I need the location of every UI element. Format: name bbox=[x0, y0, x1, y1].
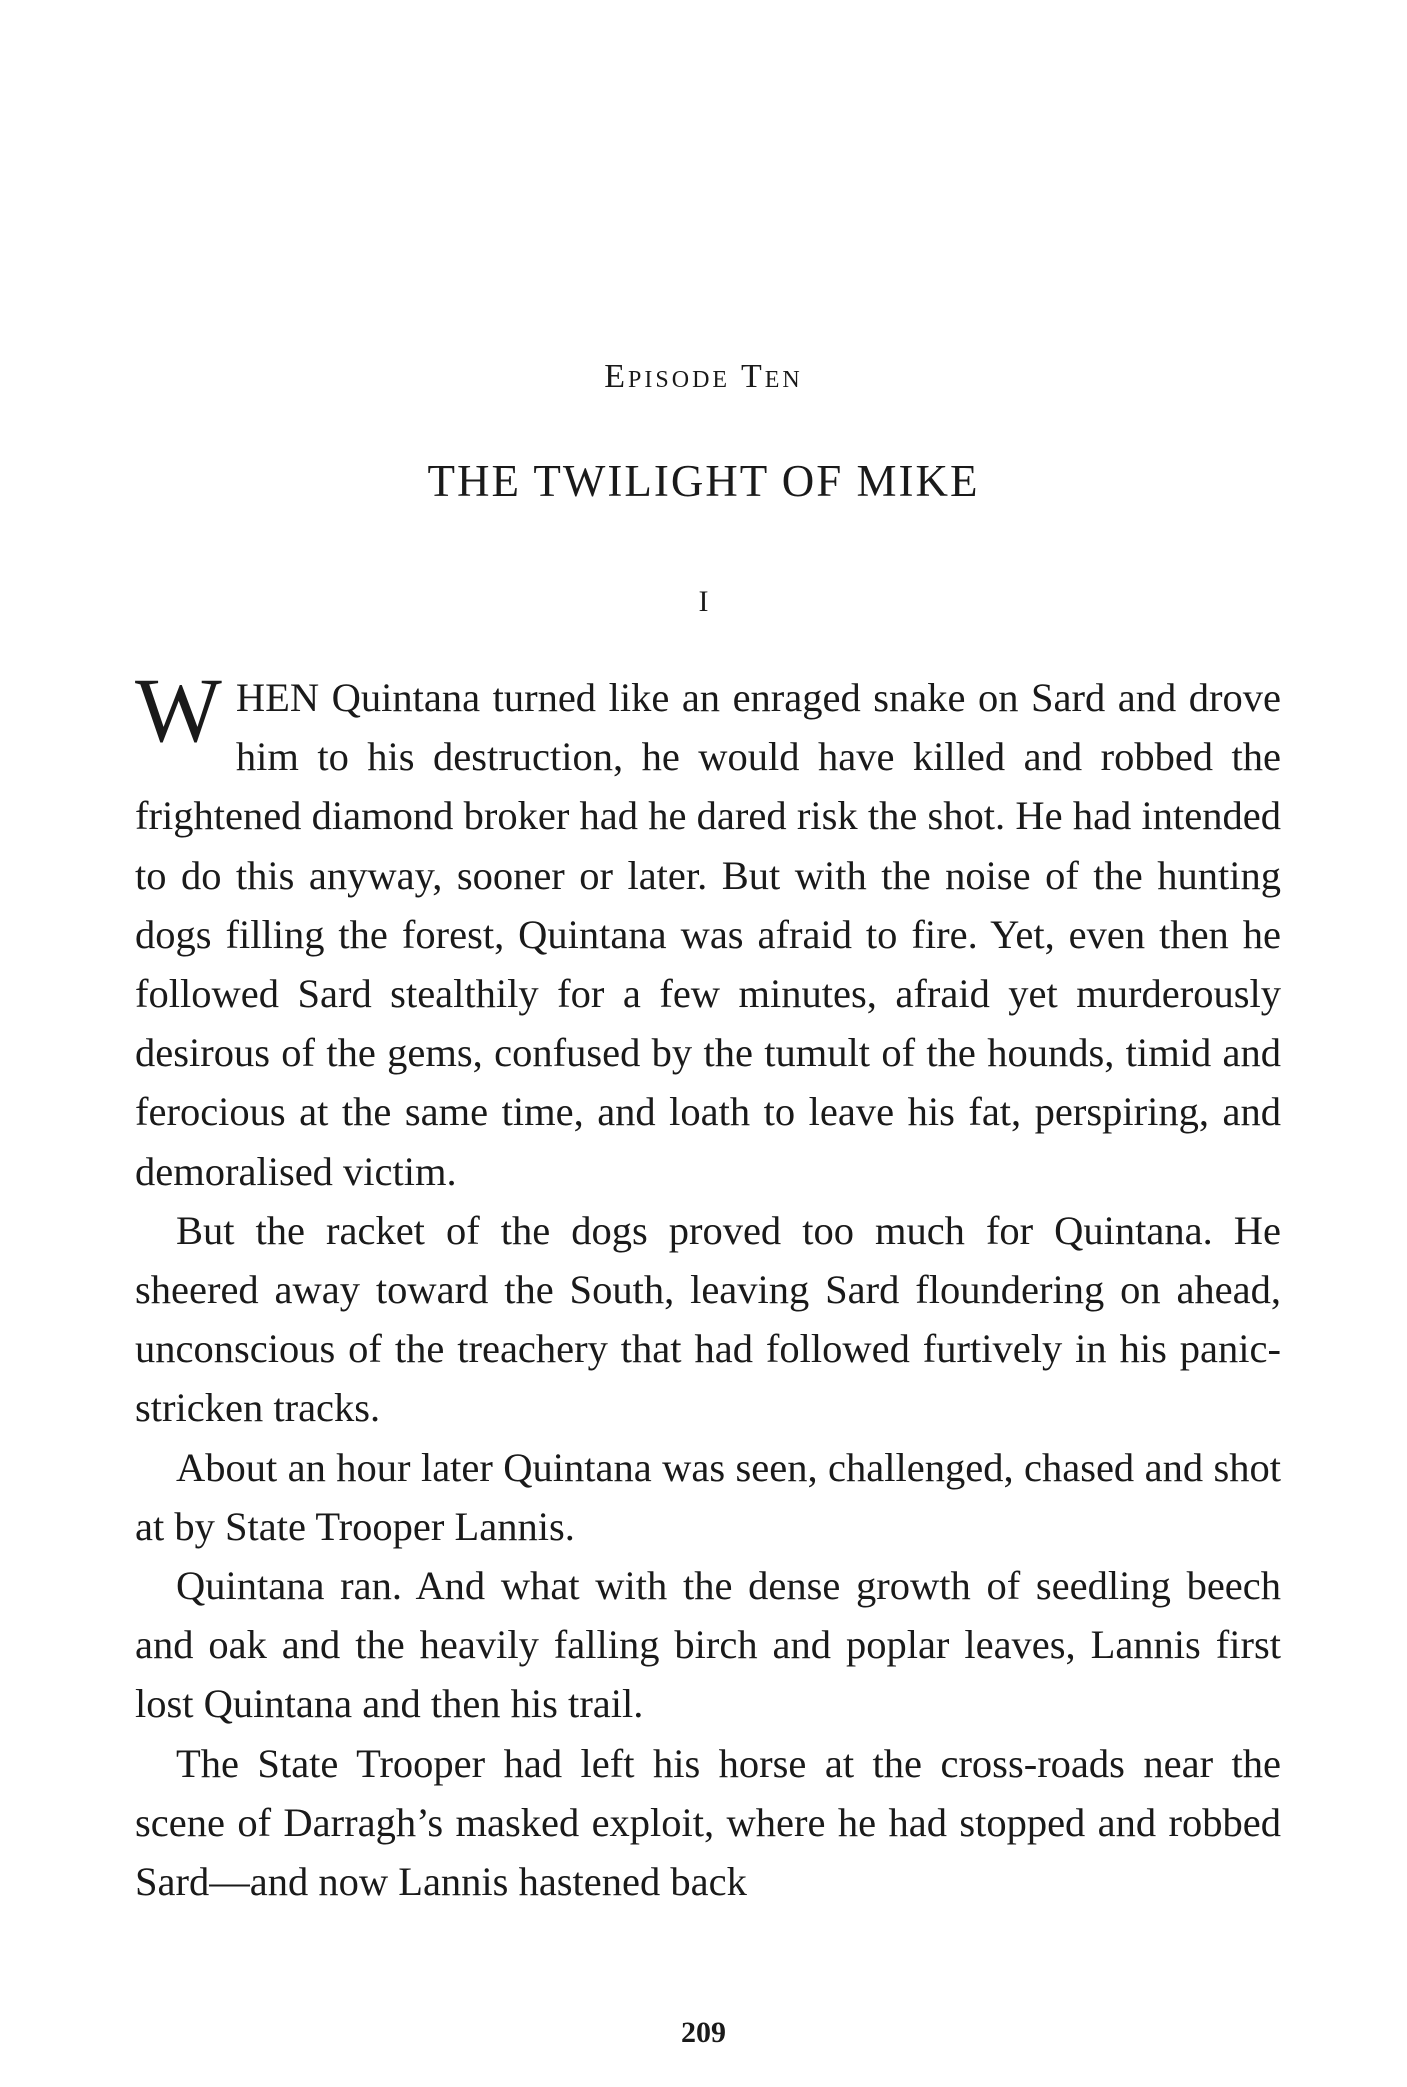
section-numeral: I bbox=[698, 585, 709, 618]
paragraph-2: But the racket of the dogs proved too much for Quintana. He sheered away toward the South, leaving Sard floundering on ahead, unconscious of the treachery that had followed furtively in his panic-stricken tracks. bbox=[135, 1207, 1281, 1431]
drop-cap: W bbox=[135, 659, 222, 761]
paragraph-1 bbox=[135, 659, 1281, 1201]
paragraph-3: About an hour later Quintana was seen, challenged, chased and shot at by State Trooper Lannis. bbox=[135, 1444, 1281, 1549]
body-text bbox=[135, 659, 1281, 1911]
chapter-title: THE TWILIGHT OF MIKE bbox=[427, 456, 980, 506]
paragraph-1-text: HEN Quintana turned like an enraged snake on Sard and drove him to his destruction, he would have killed and robbed the frightened diamond broker had he dared risk the shot. He had intended to do this anyway, sooner or later. But with the noise of the hunting dogs filling the forest, Quintana was afraid to fire. Yet, even then he followed Sard stealthily for a few minutes, afraid yet murderously desirous of the gems, confused by the tumult of the hounds, timid and ferocious at the same time, and loath to leave his fat, perspiring, and demoralised victim. bbox=[135, 675, 1281, 1194]
page-number: 209 bbox=[681, 2016, 726, 2049]
episode-label: Episode Ten bbox=[604, 358, 803, 395]
paragraph-5: The State Trooper had left his horse at the cross-roads near the scene of Darragh’s masked exploit, where he had stopped and robbed Sard—and now Lannis hastened back bbox=[135, 1740, 1281, 1905]
paragraph-4: Quintana ran. And what with the dense growth of seedling beech and oak and the heavily falling birch and poplar leaves, Lannis first lost Quintana and then his trail. bbox=[135, 1563, 1281, 1727]
